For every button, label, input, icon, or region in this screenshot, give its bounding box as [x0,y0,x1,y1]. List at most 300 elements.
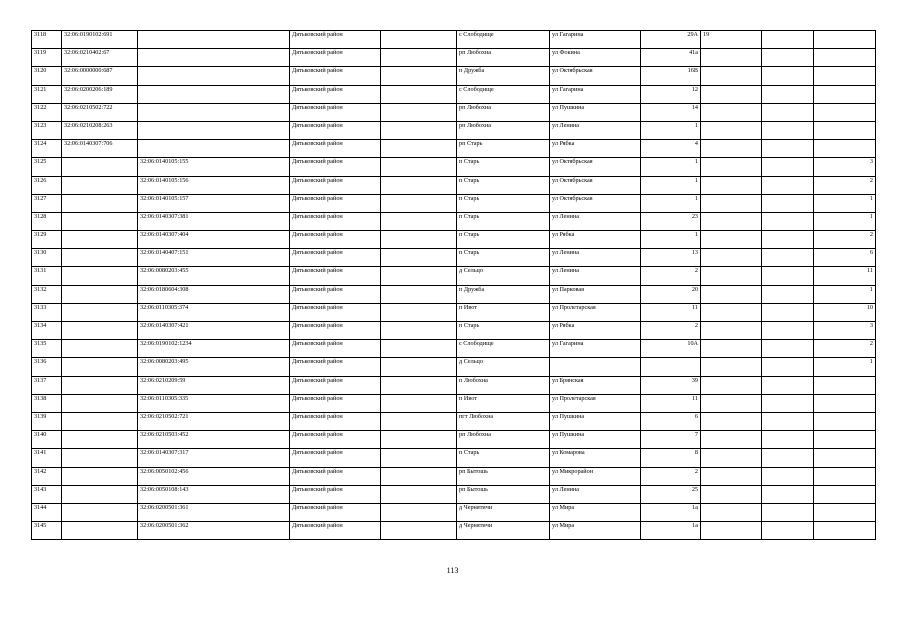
cell-district: Дятьковский район [290,394,381,412]
cell-apartment-number [814,85,876,103]
cell-extra-col [762,31,814,49]
cell-cadastral-number-a [62,449,138,467]
cell-row-number: 3118 [32,31,62,49]
cell-cadastral-number-a [62,267,138,285]
table-row [32,394,876,412]
table-row [32,212,876,230]
cell-cadastral-number-a: 32:06:0000000:687 [62,67,138,85]
cell-district: Дятьковский район [290,431,381,449]
cell-extra-col [762,212,814,230]
table-row [32,176,876,194]
cell-cadastral-number-b: 32:06:0210502:721 [138,412,290,430]
cell-settlement: рп Любохна [457,431,550,449]
cell-cadastral-number-b: 32:06:0140307:381 [138,212,290,230]
cell-row-number: 3126 [32,176,62,194]
cell-district: Дятьковский район [290,303,381,321]
cell-building-number [701,121,762,139]
cell-row-number: 3122 [32,103,62,121]
cell-district: Дятьковский район [290,121,381,139]
cell-house-number [641,358,701,376]
cell-district: Дятьковский район [290,85,381,103]
cell-extra-col [762,249,814,267]
cell-row-number: 3142 [32,467,62,485]
cell-cadastral-number-b [138,49,290,67]
cell-cadastral-number-a: 32:06:0210208:263 [62,121,138,139]
cell-apartment-number: 1 [814,212,876,230]
table-row [32,485,876,503]
cell-house-number: 2 [641,467,701,485]
cell-cadastral-number-b: 32:06:0210503:452 [138,431,290,449]
page-number: 113 [446,566,459,575]
cell-street: ул Фокина [550,49,641,67]
cell-settlement: п Любохна [457,376,550,394]
cell-apartment-number [814,394,876,412]
table-row [32,85,876,103]
cell-empty-col [381,285,457,303]
cell-extra-col [762,522,814,540]
cell-cadastral-number-b: 32:06:0140307:404 [138,231,290,249]
table-row [32,467,876,485]
cell-cadastral-number-b: 32:06:0110305:374 [138,303,290,321]
cell-extra-col [762,412,814,430]
cell-extra-col [762,176,814,194]
cell-district: Дятьковский район [290,449,381,467]
cell-apartment-number [814,376,876,394]
table-row [32,503,876,521]
cell-extra-col [762,194,814,212]
cell-building-number [701,49,762,67]
cell-apartment-number [814,412,876,430]
cell-building-number [701,522,762,540]
cell-empty-col [381,49,457,67]
cell-row-number: 3144 [32,503,62,521]
cell-settlement: рп Любохна [457,121,550,139]
cell-extra-col [762,103,814,121]
cell-district: Дятьковский район [290,267,381,285]
cell-house-number: 10А [641,340,701,358]
cell-building-number [701,67,762,85]
cell-cadastral-number-a [62,194,138,212]
cell-cadastral-number-b: 32:06:0140407:151 [138,249,290,267]
cell-building-number [701,394,762,412]
cell-empty-col [381,121,457,139]
cell-cadastral-number-b: 32:06:0140105:157 [138,194,290,212]
table-row [32,358,876,376]
cell-extra-col [762,158,814,176]
cell-street: ул Ленина [550,485,641,503]
cell-row-number: 3140 [32,431,62,449]
cell-settlement: п Старь [457,249,550,267]
cell-district: Дятьковский район [290,212,381,230]
cell-empty-col [381,103,457,121]
cell-building-number [701,412,762,430]
cell-cadastral-number-a [62,303,138,321]
cell-district: Дятьковский район [290,358,381,376]
cell-street: ул Октябрьская [550,176,641,194]
cell-cadastral-number-a: 32:06:0190102:691 [62,31,138,49]
cell-settlement: п Старь [457,158,550,176]
cell-house-number: 13 [641,249,701,267]
cell-house-number: 11 [641,303,701,321]
cell-street: ул Ленина [550,121,641,139]
cell-settlement: д Чернятичи [457,503,550,521]
cell-house-number: 2 [641,267,701,285]
cell-building-number [701,485,762,503]
cell-settlement: рп Любохна [457,103,550,121]
cell-settlement: с Слободище [457,85,550,103]
cell-settlement: с Слободище [457,340,550,358]
cell-apartment-number [814,503,876,521]
cell-apartment-number [814,31,876,49]
cell-house-number: 29А [641,31,701,49]
cell-house-number: 6 [641,412,701,430]
cell-empty-col [381,303,457,321]
table-row [32,231,876,249]
cell-street: ул Пушкина [550,412,641,430]
cell-street: ул Рябка [550,140,641,158]
cell-row-number: 3134 [32,322,62,340]
cell-extra-col [762,231,814,249]
table-row [32,412,876,430]
cell-empty-col [381,267,457,285]
table-row [32,49,876,67]
cell-street: ул Пролетарская [550,394,641,412]
cell-cadastral-number-a [62,340,138,358]
cell-house-number: 14 [641,103,701,121]
cell-cadastral-number-a [62,322,138,340]
cell-cadastral-number-a [62,231,138,249]
cell-house-number: 1а [641,522,701,540]
cell-empty-col [381,485,457,503]
table-row [32,121,876,139]
cell-district: Дятьковский район [290,503,381,521]
cell-cadastral-number-a [62,285,138,303]
cell-settlement: рп Бытошь [457,485,550,503]
table-row [32,267,876,285]
cell-cadastral-number-a [62,467,138,485]
cell-extra-col [762,340,814,358]
cell-building-number [701,322,762,340]
cell-cadastral-number-b: 32:06:0110305:335 [138,394,290,412]
cell-street: ул Парковая [550,285,641,303]
cell-cadastral-number-b: 32:06:0050102:456 [138,467,290,485]
cell-cadastral-number-b [138,103,290,121]
cell-settlement: рп Любохна [457,49,550,67]
cell-apartment-number: 3 [814,158,876,176]
table-row [32,449,876,467]
cell-row-number: 3128 [32,212,62,230]
cell-street: ул Рябка [550,322,641,340]
cell-building-number [701,85,762,103]
cell-house-number: 20 [641,285,701,303]
cell-building-number [701,231,762,249]
cell-apartment-number: 1 [814,358,876,376]
cell-building-number [701,303,762,321]
cell-settlement: п Старь [457,449,550,467]
cell-building-number [701,140,762,158]
cell-street: ул Комарова [550,449,641,467]
cell-apartment-number: 10 [814,303,876,321]
cell-cadastral-number-a [62,503,138,521]
cell-settlement: п Дружба [457,67,550,85]
cell-cadastral-number-b: 32:06:0080203:495 [138,358,290,376]
cell-cadastral-number-b [138,121,290,139]
cell-empty-col [381,231,457,249]
cell-house-number: 2 [641,322,701,340]
cell-extra-col [762,322,814,340]
cell-house-number: 25 [641,485,701,503]
cell-district: Дятьковский район [290,322,381,340]
cell-district: Дятьковский район [290,176,381,194]
cell-street: ул Пушкина [550,431,641,449]
cell-building-number [701,503,762,521]
cell-settlement: с Слободище [457,31,550,49]
cell-cadastral-number-b [138,140,290,158]
cell-settlement: рп Бытошь [457,467,550,485]
table-row [32,31,876,49]
cell-empty-col [381,140,457,158]
cell-cadastral-number-a: 32:06:0210402:67 [62,49,138,67]
cell-settlement: д Чернятичи [457,522,550,540]
cell-empty-col [381,376,457,394]
cell-house-number: 8 [641,449,701,467]
cell-building-number [701,249,762,267]
cell-row-number: 3127 [32,194,62,212]
property-register-table [31,30,876,540]
cell-apartment-number [814,121,876,139]
cell-district: Дятьковский район [290,412,381,430]
cell-building-number [701,376,762,394]
cell-apartment-number [814,522,876,540]
cell-building-number [701,267,762,285]
cell-row-number: 3138 [32,394,62,412]
cell-row-number: 3133 [32,303,62,321]
cell-building-number [701,194,762,212]
cell-cadastral-number-b: 32:06:0050108:143 [138,485,290,503]
cell-cadastral-number-a [62,158,138,176]
cell-extra-col [762,449,814,467]
table-body [32,31,876,540]
table-row [32,67,876,85]
cell-empty-col [381,85,457,103]
cell-district: Дятьковский район [290,67,381,85]
cell-district: Дятьковский район [290,467,381,485]
cell-cadastral-number-a [62,358,138,376]
cell-apartment-number [814,449,876,467]
cell-row-number: 3124 [32,140,62,158]
cell-row-number: 3125 [32,158,62,176]
cell-cadastral-number-a [62,431,138,449]
table-row [32,522,876,540]
cell-settlement: д Сельцо [457,267,550,285]
cell-apartment-number: 3 [814,322,876,340]
cell-apartment-number [814,467,876,485]
cell-district: Дятьковский район [290,249,381,267]
cell-building-number [701,158,762,176]
cell-extra-col [762,467,814,485]
cell-street: ул Ленина [550,249,641,267]
cell-apartment-number: 6 [814,249,876,267]
cell-row-number: 3145 [32,522,62,540]
cell-cadastral-number-a: 32:06:0210502:722 [62,103,138,121]
cell-street: ул Октябрьская [550,67,641,85]
cell-cadastral-number-a [62,176,138,194]
cell-extra-col [762,376,814,394]
cell-cadastral-number-b: 32:06:0140307:317 [138,449,290,467]
cell-extra-col [762,358,814,376]
cell-house-number: 1 [641,194,701,212]
cell-building-number [701,467,762,485]
cell-empty-col [381,449,457,467]
cell-district: Дятьковский район [290,103,381,121]
cell-cadastral-number-b: 32:06:0140105:155 [138,158,290,176]
cell-extra-col [762,285,814,303]
cell-extra-col [762,503,814,521]
cell-district: Дятьковский район [290,340,381,358]
cell-building-number [701,431,762,449]
cell-row-number: 3131 [32,267,62,285]
cell-cadastral-number-b [138,31,290,49]
cell-district: Дятьковский район [290,31,381,49]
table-row [32,340,876,358]
cell-house-number: 4 [641,140,701,158]
cell-empty-col [381,431,457,449]
cell-cadastral-number-b: 32:06:0190102:1234 [138,340,290,358]
cell-house-number: 1а [641,503,701,521]
cell-district: Дятьковский район [290,158,381,176]
cell-row-number: 3139 [32,412,62,430]
table-row [32,140,876,158]
cell-cadastral-number-a [62,212,138,230]
cell-house-number: 1 [641,158,701,176]
cell-row-number: 3135 [32,340,62,358]
cell-building-number [701,340,762,358]
cell-cadastral-number-b [138,85,290,103]
cell-street: ул Октябрьская [550,194,641,212]
cell-house-number: 1 [641,231,701,249]
cell-apartment-number: 2 [814,176,876,194]
cell-empty-col [381,412,457,430]
cell-row-number: 3143 [32,485,62,503]
cell-building-number [701,358,762,376]
cell-row-number: 3120 [32,67,62,85]
cell-apartment-number: 1 [814,194,876,212]
cell-row-number: 3136 [32,358,62,376]
cell-cadastral-number-a [62,376,138,394]
cell-apartment-number: 11 [814,267,876,285]
cell-row-number: 3130 [32,249,62,267]
cell-cadastral-number-b: 32:06:0210209:59 [138,376,290,394]
cell-cadastral-number-a: 32:06:0140307:706 [62,140,138,158]
cell-building-number [701,176,762,194]
cell-house-number: 7 [641,431,701,449]
cell-building-number [701,285,762,303]
cell-settlement: п Ивот [457,303,550,321]
cell-street: ул Гагарина [550,31,641,49]
cell-settlement: п Старь [457,212,550,230]
cell-building-number [701,212,762,230]
cell-district: Дятьковский район [290,376,381,394]
cell-settlement: п Старь [457,231,550,249]
cell-district: Дятьковский район [290,194,381,212]
cell-extra-col [762,394,814,412]
cell-apartment-number [814,140,876,158]
cell-house-number: 23 [641,212,701,230]
cell-cadastral-number-b: 32:06:0180604:308 [138,285,290,303]
cell-street: ул Пушкина [550,103,641,121]
cell-row-number: 3141 [32,449,62,467]
cell-street: ул Рябка [550,231,641,249]
cell-cadastral-number-b: 32:06:0140307:421 [138,322,290,340]
cell-empty-col [381,31,457,49]
cell-cadastral-number-b [138,67,290,85]
table-row [32,285,876,303]
cell-apartment-number [814,431,876,449]
table-row [32,303,876,321]
cell-district: Дятьковский район [290,140,381,158]
cell-cadastral-number-a [62,249,138,267]
cell-settlement: рп Старь [457,140,550,158]
cell-cadastral-number-a [62,485,138,503]
cell-apartment-number: 2 [814,340,876,358]
cell-row-number: 3119 [32,49,62,67]
cell-street [550,358,641,376]
cell-empty-col [381,467,457,485]
cell-street: ул Октябрьская [550,158,641,176]
cell-empty-col [381,340,457,358]
cell-extra-col [762,485,814,503]
cell-street: ул Брянская [550,376,641,394]
table-row [32,158,876,176]
cell-settlement: п Старь [457,176,550,194]
cell-apartment-number [814,103,876,121]
cell-street: ул Мира [550,503,641,521]
cell-cadastral-number-a [62,522,138,540]
cell-house-number: 16В [641,67,701,85]
cell-empty-col [381,358,457,376]
cell-building-number [701,103,762,121]
cell-row-number: 3129 [32,231,62,249]
cell-house-number: 41а [641,49,701,67]
cell-apartment-number [814,49,876,67]
cell-street: ул Пролетарская [550,303,641,321]
cell-extra-col [762,67,814,85]
cell-settlement: п Дружба [457,285,550,303]
table-row [32,249,876,267]
cell-district: Дятьковский район [290,231,381,249]
table-row [32,194,876,212]
cell-settlement: п Старь [457,194,550,212]
cell-empty-col [381,249,457,267]
cell-street: ул Гагарина [550,85,641,103]
cell-empty-col [381,67,457,85]
cell-row-number: 3137 [32,376,62,394]
cell-street: ул Мира [550,522,641,540]
cell-street: ул Ленина [550,267,641,285]
cell-house-number: 1 [641,121,701,139]
cell-house-number: 12 [641,85,701,103]
cell-empty-col [381,503,457,521]
cell-cadastral-number-b: 32:06:0080203:455 [138,267,290,285]
cell-settlement: пгт Любохна [457,412,550,430]
cell-empty-col [381,322,457,340]
cell-settlement: п Ивот [457,394,550,412]
cell-extra-col [762,85,814,103]
cell-street: ул Микрорайон [550,467,641,485]
cell-empty-col [381,158,457,176]
cell-house-number: 1 [641,176,701,194]
cell-house-number: 39 [641,376,701,394]
